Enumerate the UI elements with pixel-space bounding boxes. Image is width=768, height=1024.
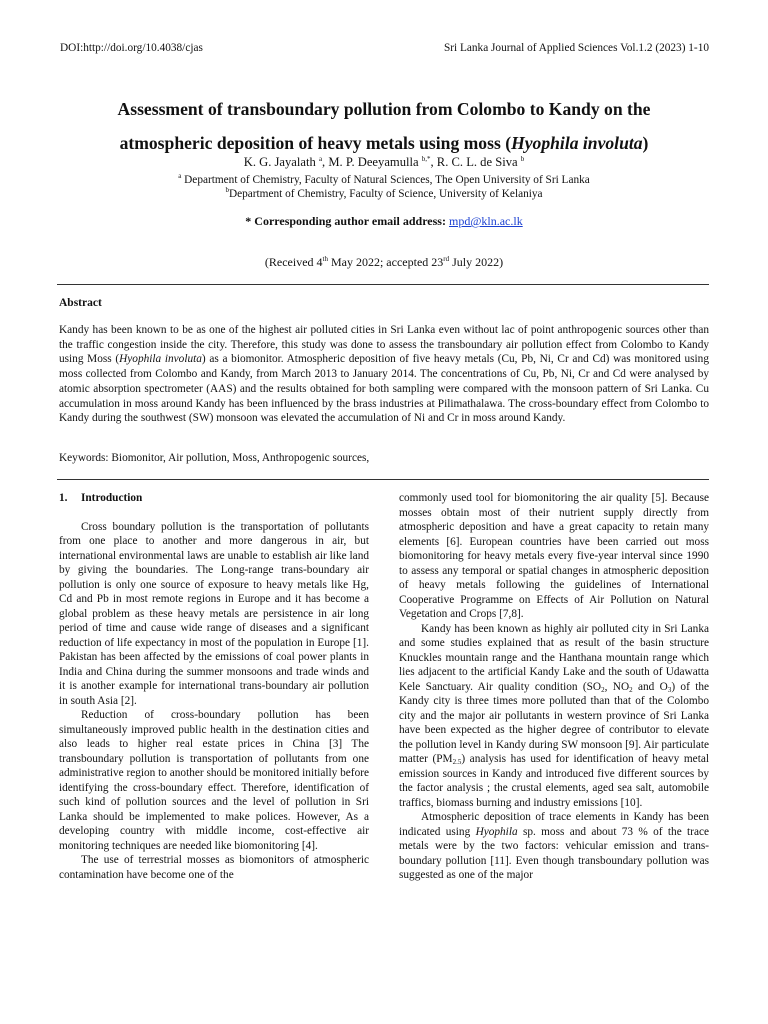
intro-paragraph-1: Cross boundary pollution is the transportation of pollutants from one place to another and more dangerous in air, but international environmental laws are unable to establish air like land by giving the boundaries. The Long-range trans-boundary air pollution is only one source of exposure to heavy metals like Hg, Cd and Pb in most remote regions in Europe and it has become a global problem as these heavy metals are persistence in air long period of time and cause wide range of diseases and a significant reduction of life expectancy in most of the population in Europe [1]. Pakistan has been affected by the emissions of coal power plants in India and China during the summer monsoons and trade winds and it is another example for international trans-boundary air pollution in south Asia [2]. [59,520,369,707]
divider-bottom [57,479,709,480]
received-text-3: July 2022) [449,255,504,269]
p4-sub-2: 2 [629,685,633,694]
corresponding-label: * Corresponding author email address [245,214,442,228]
column-right [399,491,709,883]
section-number: 1. [59,492,68,504]
p5-text-a: Atmospheric deposition of trace elements in Kandy has been indicated using [399,811,709,838]
title-line-2-end: ) [642,133,649,153]
p4-sub-1: 2 [601,685,605,694]
p4-text-e: ) analysis has used for identification of heavy metal emission sources in Kandy and introduced five different sources by the factor analysis ; the crustal elements, aged sea salt, automobile traffics, biomass burning and industry emissions [10]. [399,753,709,809]
affiliation-b-text: Department of Chemistry, Faculty of Science, University of Kelaniya [228,188,543,200]
intro-paragraph-3-cont: commonly used tool for biomonitoring the air quality [5]. Because mosses obtain most of their nutrient supply directly from atmospheric deposition and have a great capacity to retain many elements [6]. European countries have been carried out moss biomonitoring for heavy metals every five-year interval since 1990 to assess any temporal or spatial changes in atmospheric deposition of heavy metals following the guidelines of International Cooperative Programme on Effects of Air Pollution on Natural Vegetation and Crops [7,8]. [399,492,709,620]
received-sup-2: rd [443,255,450,263]
affiliation-a [0,174,768,186]
p5-genus-name: Hyophila [475,825,518,838]
author-2: M. P. Deeyamulla [328,155,419,169]
corresponding-author: * Corresponding author email address: mpd@kln.ac.lk [245,214,523,228]
column-left [59,491,369,882]
author-1-affil: a [318,155,323,163]
author-2-affil: b,* [421,155,431,163]
keywords: Keywords: Biomonitor, Air pollution, Moss, Anthropogenic sources, [59,452,370,464]
received-text-1: (Received 4 [264,255,323,269]
section-heading-introduction [59,491,369,506]
doi-text: DOI:http://doi.org/10.4038/cjas [60,42,203,54]
abstract-heading: Abstract [59,297,102,309]
received-sup-1: th [322,255,328,263]
author-1: K. G. Jayalath [243,155,316,169]
affiliation-a-marker: a [178,172,182,180]
section-title: Introduction [81,492,143,504]
title-species-name: Hyophila involuta [511,133,643,153]
p4-sub-4: 2.5 [452,758,462,766]
title-line-1: Assessment of transboundary pollution from Colombo to Kandy on the [117,99,651,119]
intro-paragraph-5 [399,810,709,883]
divider-top [57,284,709,285]
abstract-species-name: Hyophila involuta [119,353,202,366]
title-line-2-text: atmospheric deposition of heavy metals using moss ( [119,133,512,153]
affiliation-b-marker: b [225,186,229,194]
author-3: R. C. L. de Siva [436,155,518,169]
intro-paragraph-4 [399,622,709,811]
received-text-2: May 2022; accepted 23 [327,255,444,269]
p4-text-b: , NO [604,680,630,693]
affiliation-b [0,188,768,200]
abstract-body [59,323,709,426]
intro-paragraph-3: The use of terrestrial mosses as biomonitors of atmospheric contamination have become one of the [59,854,369,881]
author-list: K. G. Jayalath $^a$, M. P. Deeyamulla $^{b,*}$, R. C. L. de Siva $^b$ [243,155,525,169]
p4-text-d: ) of the Kandy city is three times more polluted than that of the Colombo city and the major air pollutants in western province of Sri Lanka have been expected as the higher degree of contributor to elevate the pollution level in Kandy during SW monsoon [9]. Air particulate matter (PM [399,680,710,765]
journal-citation: Sri Lanka Journal of Applied Sciences Vol.1.2 (2023) 1-10 [443,42,709,54]
abstract-text-1: Kandy has been known to be as one of the highest air polluted cities in Sri Lanka even without lac of point anthropogenic sources other than the traffic congestion inside the city. Therefore, this study was done to assess the transboundary air pollution effect from Colombo to Kandy using Moss ( [59,324,709,366]
p4-sub-3: 3 [667,685,672,694]
paper-title [40,92,728,160]
abstract-text-2: ) as a biomonitor. Atmospheric deposition of five heavy metals (Cu, Pb, Ni, Cr and Cd) was monitored using moss collected from Colombo and Kandy, from March 2013 to January 2014. The concentrations of Cu, Pb, Ni, Cr and Cd were analysed by atomic absorption spectrometer (AAS) and the results obtained for both sampling were compared with the monsoon pattern of Sri Lanka. Cu accumulation in moss around Kandy has been influenced by the brass industries at Pilimathalawa. The cross-boundary effect from Colombo to Kandy during the southwest (SW) monsoon was elevated the accumulation of Ni and Cr in moss around Kandy. [59,353,709,425]
p4-text-a: Kandy has been known as highly air polluted city in Sri Lanka and some studies explained that as result of the basin structure Knuckles mountain range and the Hanthana mountain range which lies adjacent to the artificial Kandy Lake and the south of Udawatta Kele Sanctuary. Air quality condition (SO [399,622,709,693]
email-link[interactable]: mpd@kln.ac.lk [448,214,523,228]
intro-paragraph-2: Reduction of cross-boundary pollution has been simultaneously improved public health in the destination cities and also leads to higher real estate prices in China [3] The transboundary pollution is transportation of pollutants from one administrative region to another should be monitored initially before identifying the cross-boundary effect. Therefore, identification of such kind of pollution sources and the level of pollution in Sri Lanka should be implemented to make polices. However, As a developing country with middle income, cost-effective air monitoring techniques are needed like biomonitoring [4]. [59,709,369,852]
p4-text-c: and O [632,680,668,693]
p5-text-b: sp. moss and about 73 % of the trace metals were by the two factors: vehicular emission and trans-boundary pollution [11]. Even though transboundary pollution was suggested as one of the major [399,825,709,881]
received-dates [0,255,768,270]
affiliation-a-text: Department of Chemistry, Faculty of Natural Sciences, The Open University of Sri Lanka [184,174,590,186]
author-3-affil: b [520,155,525,163]
